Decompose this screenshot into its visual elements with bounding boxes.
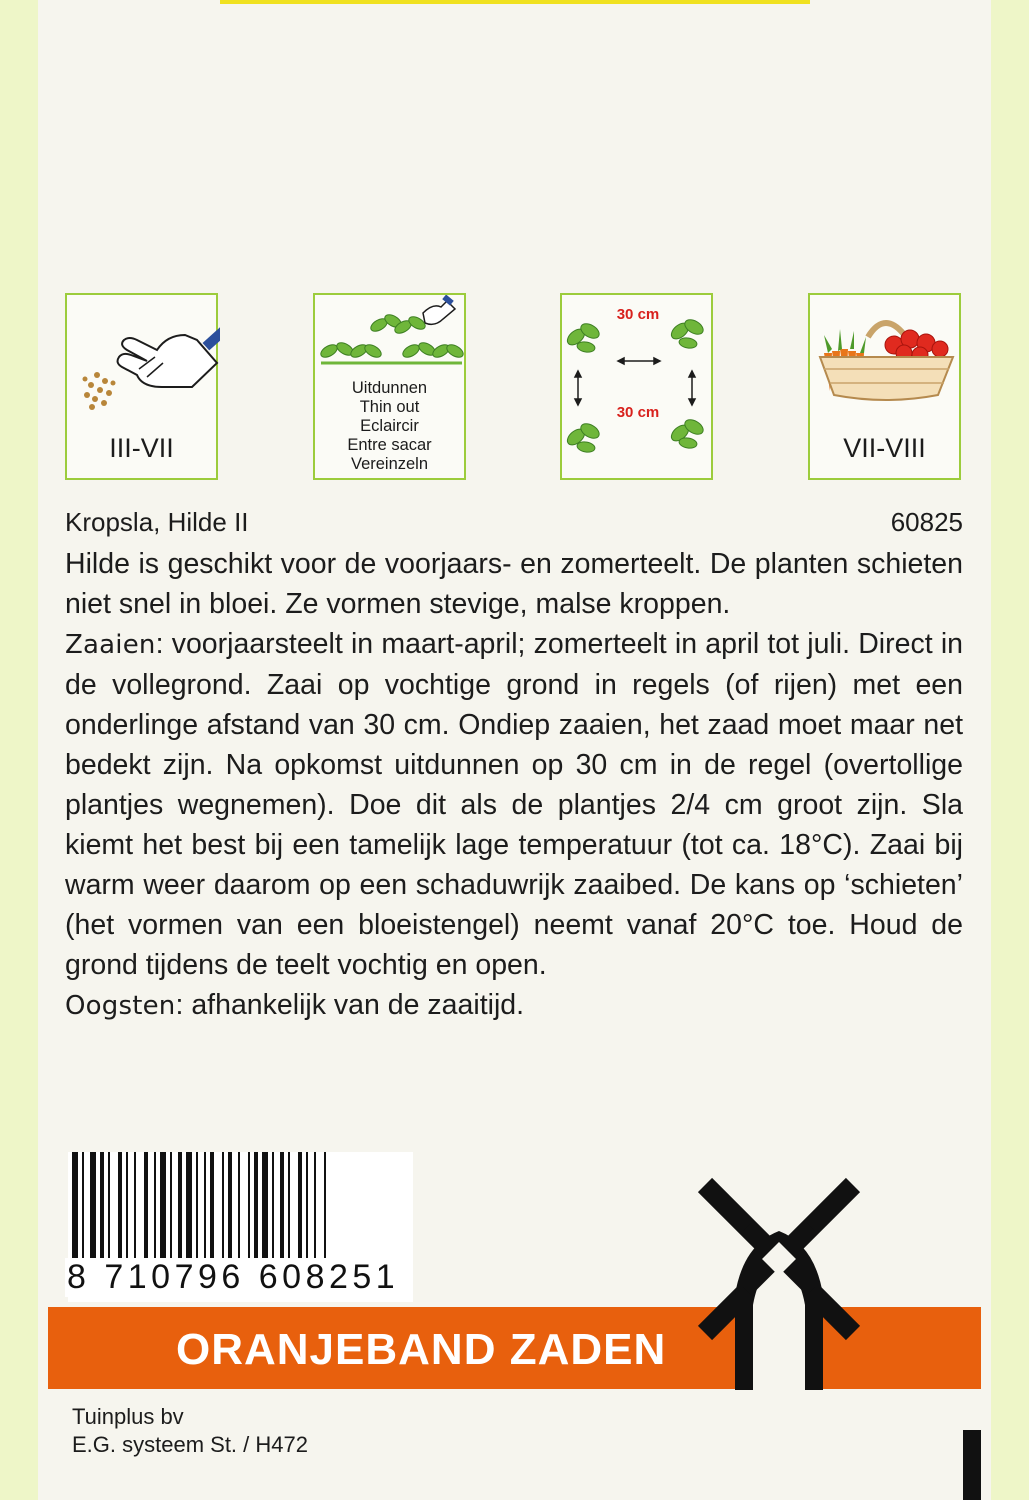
barcode-bar <box>222 1152 224 1262</box>
barcode-bar <box>272 1152 274 1262</box>
barcode-bar <box>118 1152 122 1262</box>
company-info <box>72 1403 308 1459</box>
barcode-bar <box>72 1152 78 1262</box>
barcode-bar <box>134 1152 136 1262</box>
thinning-labels <box>315 379 464 474</box>
harvest-label: Oogsten <box>65 991 176 1021</box>
top-yellow-strip <box>220 0 810 4</box>
product-description <box>65 544 963 1026</box>
harvest-text: : afhankelijk van de zaaitijd. <box>175 989 525 1021</box>
barcode-bar <box>108 1152 110 1262</box>
thinning-box <box>313 293 466 480</box>
barcode-bar <box>288 1152 290 1262</box>
certification: E.G. systeem St. / H472 <box>72 1432 308 1457</box>
sowing-paragraph <box>65 624 963 985</box>
row-distance-label: 30 cm <box>616 404 660 421</box>
barcode-bar <box>154 1152 156 1262</box>
barcode-bar <box>170 1152 172 1262</box>
spacing-box <box>560 293 713 480</box>
harvest-basket-icon <box>810 295 963 415</box>
barcode-bar <box>126 1152 128 1262</box>
barcode-bar <box>306 1152 308 1262</box>
thinning-label-fr: Eclaircir <box>360 417 419 435</box>
barcode-bar <box>186 1152 192 1262</box>
barcode-bar <box>160 1152 166 1262</box>
barcode-bar <box>228 1152 232 1262</box>
thinning-label-nl: Uitdunnen <box>351 379 428 397</box>
harvest-paragraph <box>65 985 963 1026</box>
brand-name: ORANJEBAND ZADEN <box>176 1325 667 1374</box>
barcode-bar <box>90 1152 96 1262</box>
barcode-bar <box>238 1152 240 1262</box>
barcode-bar <box>204 1152 206 1262</box>
harvest-period-box <box>808 293 961 480</box>
barcode-bar <box>144 1152 148 1262</box>
harvest-months: VII-VIII <box>843 433 926 463</box>
thinning-label-en: Thin out <box>359 398 420 416</box>
sowing-period-box <box>65 293 218 480</box>
thinning-seedlings-icon <box>315 295 468 375</box>
barcode-bar <box>196 1152 198 1262</box>
plant-spacing-icon <box>562 295 715 482</box>
barcode-bar <box>210 1152 214 1262</box>
windmill-logo <box>695 1175 865 1393</box>
sowing-months: III-VII <box>109 433 174 463</box>
thinning-label-de: Vereinzeln <box>350 455 429 473</box>
hand-sowing-icon <box>67 295 220 445</box>
barcode-bar <box>178 1152 182 1262</box>
barcode-bar <box>314 1152 316 1262</box>
barcode-bar <box>100 1152 104 1262</box>
sowing-text: : voorjaarsteelt in maart-april; zomerteelt in april tot juli. Direct in de vollegrond. Zaai op vochtige grond in regels (of rijen) met een onderlinge afstand van 30 cm. Ondiep zaaien, het zaad moet maar net bedekt zijn. Na opkomst uitdunnen op 30 cm in de regel (overtollige plantjes wegnemen). Doe dit als de plantjes 2/4 cm groot zijn. Sla kiemt het best bij een tamelijk lage temperatuur (tot ca. 18°C). Zaai bij warm weer daarom op een schaduwrijk zaaibed. De kans op ‘schieten’ (het vormen van een bloeistengel) neemt vanaf 20°C toe. Houd de grond tijdens de teelt vochtig en open. <box>65 628 963 981</box>
barcode-digits: 8 710796 608251 <box>67 1258 400 1296</box>
product-code: 60825 <box>890 507 963 537</box>
barcode-bar <box>262 1152 268 1262</box>
barcode-bar <box>324 1152 326 1262</box>
thinning-label-es: Entre sacar <box>347 436 432 454</box>
edge-bar <box>963 1430 981 1500</box>
plant-distance-label: 30 cm <box>616 306 660 323</box>
company-name: Tuinplus bv <box>72 1404 184 1429</box>
product-name: Kropsla, Hilde II <box>65 507 249 537</box>
barcode-bar <box>298 1152 302 1262</box>
barcode-bar <box>254 1152 258 1262</box>
barcode-bar <box>82 1152 84 1262</box>
barcode-bar <box>280 1152 284 1262</box>
barcode-bar <box>248 1152 250 1262</box>
intro-text: Hilde is geschikt voor de voorjaars- en zomerteelt. De planten schieten niet snel in bloei. Ze vormen stevige, malse kroppen. <box>65 548 963 620</box>
sowing-label: Zaaien <box>65 630 156 660</box>
